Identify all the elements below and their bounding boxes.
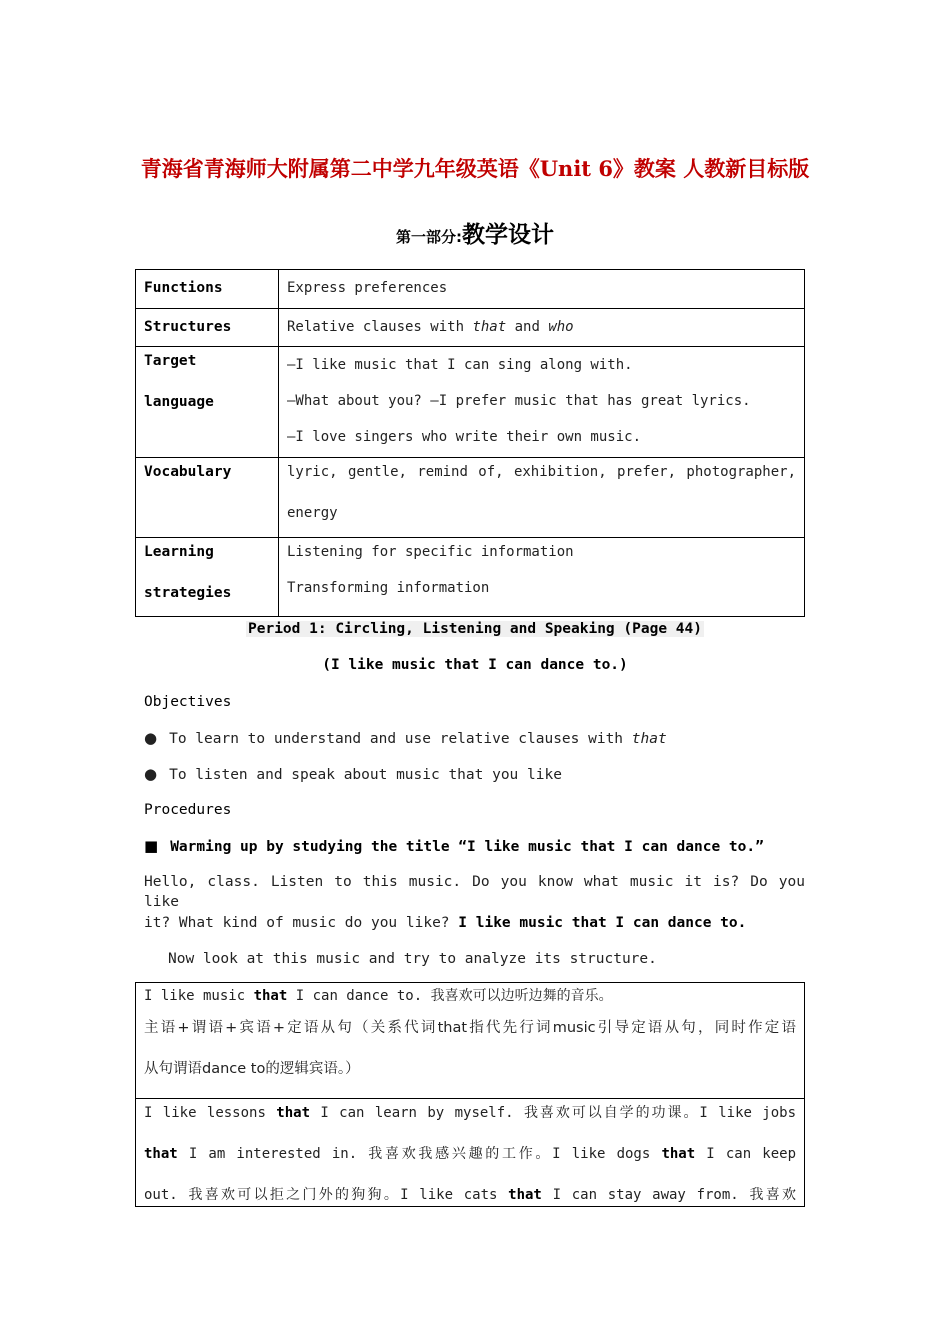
box-text: I can keep xyxy=(695,1146,797,1162)
bullet-icon: ● xyxy=(144,765,158,783)
example-box xyxy=(135,1098,805,1207)
box-line: 从句谓语dance to的逻辑宾语。） xyxy=(144,1061,360,1077)
structures-value xyxy=(279,309,805,347)
paragraph-text: it? What kind of music do you like? xyxy=(144,915,459,931)
box-text: I like dogs xyxy=(552,1146,662,1162)
box-line: 主语+谓语+宾语+定语从句（关系代词that指代先行词music引导定语从句，同时作定语 xyxy=(144,1020,796,1036)
part-prefix: 第一部分: xyxy=(396,228,462,246)
box-line xyxy=(144,1142,796,1166)
box-chinese: 我喜欢 xyxy=(749,1187,797,1203)
box-bold: that xyxy=(276,1105,310,1121)
procedures-heading: Procedures xyxy=(144,802,232,818)
objective-item xyxy=(144,764,562,785)
box-text: I like jobs xyxy=(699,1105,797,1121)
objectives-heading: Objectives xyxy=(144,694,232,710)
table-row xyxy=(136,538,805,617)
vocabulary-label: Vocabulary xyxy=(136,458,279,538)
target-label-line: language xyxy=(144,394,214,410)
vocabulary-value xyxy=(279,458,805,538)
box-text: out. xyxy=(144,1187,189,1203)
box-line xyxy=(144,1183,796,1207)
objective-item xyxy=(144,728,667,749)
structures-text: Relative clauses with xyxy=(287,319,473,335)
target-line: —What about you? —I prefer music that has great lyrics. xyxy=(287,393,751,409)
learning-line: Listening for specific information xyxy=(287,544,574,560)
target-label-line: Target xyxy=(144,353,197,369)
box-text: I can dance to. xyxy=(287,988,431,1004)
target-value xyxy=(279,347,805,458)
box-chinese: 我喜欢我感兴趣的工作。 xyxy=(368,1146,553,1162)
learning-label-line: strategies xyxy=(144,585,232,601)
square-icon: ■ xyxy=(144,837,159,855)
vocabulary-line: energy xyxy=(287,505,338,521)
learning-label xyxy=(136,538,279,617)
box-text: I like lessons xyxy=(144,1105,277,1121)
document-title: 青海省青海师大附属第二中学九年级英语《Unit 6》教案 人教新目标版 xyxy=(140,156,810,181)
box-bold: that xyxy=(508,1187,542,1203)
learning-label-line: Learning xyxy=(144,544,214,560)
period-heading xyxy=(0,621,950,637)
learning-value xyxy=(279,538,805,617)
vocabulary-line: lyric, gentle, remind of, exhibition, prefer, photographer, xyxy=(287,464,796,480)
paragraph-line: Now look at this music and try to analyze its structure. xyxy=(168,951,657,967)
box-line xyxy=(144,1101,796,1125)
table-row xyxy=(136,309,805,347)
box-text: I like cats xyxy=(400,1187,509,1203)
functions-label: Functions xyxy=(136,270,279,309)
part-heading xyxy=(0,216,950,249)
functions-value: Express preferences xyxy=(279,270,805,309)
box-text: I can stay away from. xyxy=(541,1187,750,1203)
period-subheading: (I like music that I can dance to.) xyxy=(322,657,628,673)
structures-and: and xyxy=(506,319,549,335)
structures-that: that xyxy=(472,319,507,335)
table-row xyxy=(136,347,805,458)
box-bold: that xyxy=(253,988,288,1004)
objective-text: To listen and speak about music that you like xyxy=(169,767,562,783)
structures-who: who xyxy=(548,319,574,335)
objective-that: that xyxy=(631,731,667,747)
box-chinese: 我喜欢可以边听边舞的音乐。 xyxy=(430,988,613,1004)
target-line: —I like music that I can sing along with. xyxy=(287,357,633,373)
table-row xyxy=(136,458,805,538)
warming-text: Warmin xyxy=(170,839,223,855)
warming-heading xyxy=(144,836,764,857)
target-label xyxy=(136,347,279,458)
box-bold: that xyxy=(661,1146,696,1162)
overview-table xyxy=(135,269,805,617)
box-text: I like music xyxy=(144,988,254,1004)
objective-text: To learn to understand and use relative clauses with xyxy=(169,731,632,747)
bullet-icon: ● xyxy=(144,729,158,747)
paragraph-bold: I like music that I can dance to. xyxy=(458,915,747,931)
part-title: 教学设计 xyxy=(462,222,554,248)
learning-line: Transforming information xyxy=(287,580,490,596)
box-text: I am interested in. xyxy=(177,1146,369,1162)
box-bold: that xyxy=(144,1146,178,1162)
paragraph-line xyxy=(144,913,746,933)
warming-text: g up by studying the title “I like music that I can dance to.” xyxy=(222,839,764,855)
box-chinese: 我喜欢可以自学的功课。 xyxy=(523,1105,700,1121)
structures-label: Structures xyxy=(136,309,279,347)
period-text: Period 1: Circling, Listening and Speaking (Page 44) xyxy=(248,621,702,637)
example-box xyxy=(135,982,805,1099)
box-line xyxy=(144,985,796,1007)
box-text: I can learn by myself. xyxy=(310,1105,524,1121)
target-line: —I love singers who write their own music. xyxy=(287,429,642,445)
box-chinese: 我喜欢可以拒之门外的狗狗。 xyxy=(188,1187,401,1203)
table-row xyxy=(136,270,805,309)
paragraph-line: Hello, class. Listen to this music. Do you know what music it is? Do you like xyxy=(144,874,805,910)
